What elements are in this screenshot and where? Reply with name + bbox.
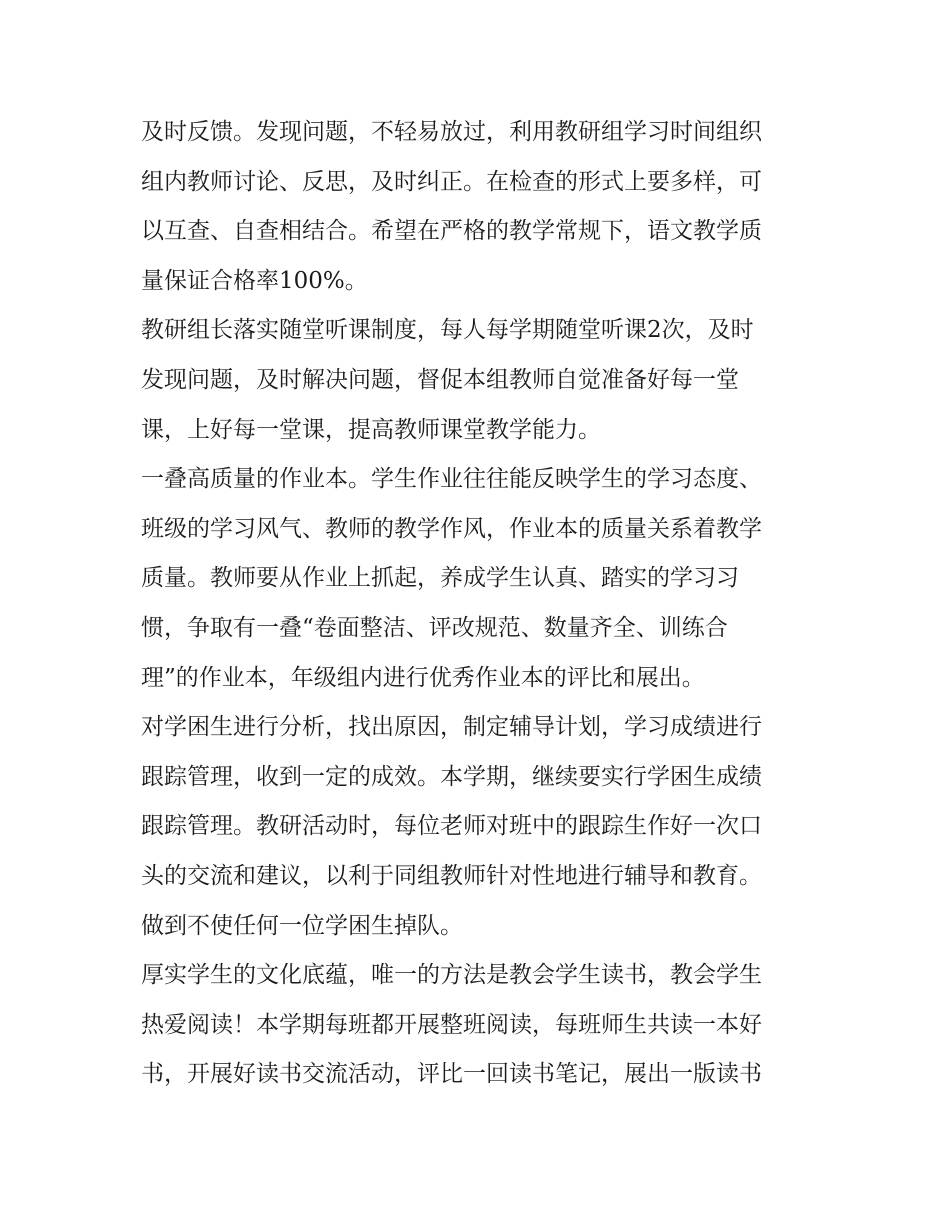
paragraph-feedback	[141, 108, 821, 306]
text-line: 及时反馈。发现问题，不轻易放过，利用教研组学习时间组织	[141, 119, 762, 145]
text-line: 厚实学生的文化底蕴，唯一的方法是教会学生读书，教会学生	[141, 962, 762, 989]
text-line: 以互查、自查相结合。希望在严格的教学常规下，语文教学质	[141, 218, 762, 245]
text-line: 一叠高质量的作业本。学生作业往往能反映学生的学习态度、	[141, 466, 762, 493]
document-body	[141, 108, 821, 1100]
text-line: 教研组长落实随堂听课制度，每人每学期随堂听课2次，及时	[141, 317, 754, 344]
text-line: 跟踪管理，收到一定的成效。本学期，继续要实行学困生成绩	[141, 763, 762, 790]
text-line: 课，上好每一堂课，提高教师课堂教学能力。	[141, 416, 601, 443]
text-line: 班级的学习风气、教师的教学作风，作业本的质量关系着教学	[141, 515, 762, 542]
text-line: 惯，争取有一叠“卷面整洁、评改规范、数量齐全、训练合	[141, 614, 728, 641]
text-line: 量保证合格率100%。	[141, 267, 368, 294]
text-line: 书，开展好读书交流活动，评比一回读书笔记，展出一版读书	[141, 1061, 762, 1088]
paragraph-struggling-students	[141, 703, 821, 951]
text-line: 头的交流和建议，以利于同组教师针对性地进行辅导和教育。	[141, 862, 762, 889]
text-line: 热爱阅读！本学期每班都开展整班阅读，每班师生共读一本好	[141, 1011, 762, 1038]
text-line: 质量。教师要从作业上抓起，养成学生认真、踏实的学习习	[141, 565, 739, 592]
paragraph-lesson-observation	[141, 306, 821, 455]
text-line: 跟踪管理。教研活动时，每位老师对班中的跟踪生作好一次口	[141, 813, 762, 840]
text-line: 组内教师讨论、反思，及时纠正。在检查的形式上要多样，可	[141, 168, 762, 195]
text-line: 做到不使任何一位学困生掉队。	[141, 912, 463, 939]
text-line: 对学困生进行分析，找出原因，制定辅导计划，学习成绩进行	[141, 714, 762, 741]
paragraph-reading	[141, 951, 821, 1100]
text-line: 理”的作业本，年级组内进行优秀作业本的评比和展出。	[141, 664, 705, 691]
paragraph-homework	[141, 455, 821, 703]
text-line: 发现问题，及时解决问题，督促本组教师自觉准备好每一堂	[141, 366, 739, 393]
